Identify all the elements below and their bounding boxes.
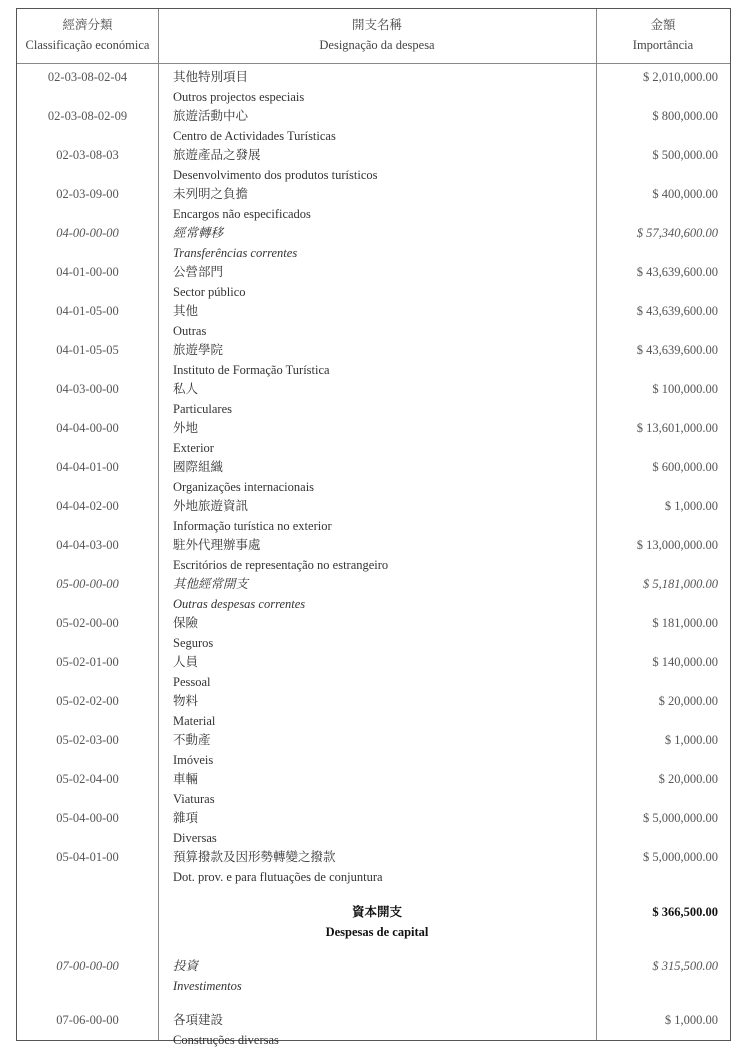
budget-table [16,8,731,1047]
designation [173,731,593,770]
classification-code: 07-00-00-00 [56,959,119,973]
designation [173,848,593,887]
table-row [17,770,730,809]
designation [173,536,593,575]
designation-pt: Viaturas [173,791,215,806]
classification-code: 02-03-08-02-04 [47,70,128,84]
table-row [17,614,730,653]
classification-code: 02-03-08-02-09 [47,109,128,123]
capital-title-zh: 資本開支 [351,905,402,919]
amount: $ 500,000.00 [652,148,718,162]
table-row [17,224,730,263]
designation-zh: 未列明之負擔 [173,187,249,201]
amount: $ 20,000.00 [658,694,718,708]
table-row [17,302,730,341]
table-row [17,68,730,107]
designation-pt: Centro de Actividades Turísticas [173,128,336,143]
designation-zh: 其他 [173,304,199,318]
table-row [17,107,730,146]
classification-code: 04-04-03-00 [56,538,119,552]
capital-title-pt: Despesas de capital [325,924,429,939]
classification-code: 05-00-00-00 [56,577,119,591]
table-row [17,1011,730,1057]
header-designation-zh: 開支名稱 [351,18,402,32]
designation [173,107,593,146]
amount: $ 140,000.00 [652,655,718,669]
designation [173,653,593,692]
designation-pt: Investimentos [173,978,242,993]
table-row [17,957,730,1003]
classification-code: 04-03-00-00 [56,382,119,396]
classification-code: 02-03-08-03 [56,148,119,162]
amount: $ 800,000.00 [652,109,718,123]
designation-pt: Seguros [173,635,214,650]
designation [173,302,593,341]
designation-zh: 外地 [173,421,199,435]
table-row [17,185,730,224]
amount: $ 5,000,000.00 [643,850,718,864]
amount: $ 13,000,000.00 [636,538,718,552]
amount: $ 1,000.00 [664,733,718,747]
amount: $ 1,000.00 [664,499,718,513]
amount: $ 43,639,600.00 [636,265,718,279]
table-row [17,536,730,575]
designation [173,185,593,224]
classification-code: 04-04-00-00 [56,421,119,435]
designation-pt: Escritórios de representação no estrangeiro [173,557,389,572]
designation-zh: 國際組織 [173,460,224,474]
designation [173,224,593,263]
designation-zh: 私人 [173,382,199,396]
table-row [17,497,730,536]
amount: $ 100,000.00 [652,382,718,396]
amount: $ 43,639,600.00 [636,343,718,357]
designation-pt: Informação turística no exterior [173,518,332,533]
classification-code: 04-04-02-00 [56,499,119,513]
table-row [17,419,730,458]
header-classification-zh: 經濟分類 [62,18,113,32]
classification-code: 07-06-00-00 [56,1013,119,1027]
amount: $ 315,500.00 [652,959,718,973]
header-classification-pt: Classificação económica [25,38,150,52]
designation-pt: Organizações internacionais [173,479,315,494]
capital-section-header [17,903,730,949]
classification-code: 04-01-05-05 [56,343,119,357]
table-row [17,263,730,302]
designation-pt: Outros projectos especiais [173,89,305,104]
designation-pt: Material [173,713,216,728]
designation [173,957,593,996]
header-designation [158,15,596,55]
table-row [17,341,730,380]
table-row [17,731,730,770]
designation-pt: Instituto de Formação Turística [173,362,330,377]
amount: $ 43,639,600.00 [636,304,718,318]
designation-pt: Exterior [173,440,214,455]
amount: $ 5,181,000.00 [643,577,718,591]
designation-zh: 其他特別項目 [173,70,249,84]
designation-pt: Outras despesas correntes [173,596,306,611]
designation-pt: Diversas [173,830,217,845]
designation-pt: Desenvolvimento dos produtos turísticos [173,167,378,182]
table-row [17,848,730,887]
designation [173,263,593,302]
designation-zh: 駐外代理辦事處 [173,538,261,552]
amount: $ 2,010,000.00 [643,70,718,84]
designation-pt: Imóveis [173,752,214,767]
amount: $ 57,340,600.00 [636,226,718,240]
classification-code: 04-01-00-00 [56,265,119,279]
table-body [17,68,730,1057]
header-amount-zh: 金額 [650,18,676,32]
amount: $ 1,000.00 [664,1013,718,1027]
designation-zh: 物料 [173,694,199,708]
designation [173,380,593,419]
designation-zh: 人員 [173,655,199,669]
table-row [17,146,730,185]
table-row [17,575,730,614]
amount: $ 181,000.00 [652,616,718,630]
table-row [17,692,730,731]
designation-zh: 旅遊產品之發展 [173,148,261,162]
designation-zh: 保險 [173,616,199,630]
classification-code: 04-04-01-00 [56,460,119,474]
amount: $ 5,000,000.00 [643,811,718,825]
designation [173,146,593,185]
amount: $ 400,000.00 [652,187,718,201]
amount: $ 13,601,000.00 [636,421,718,435]
designation [173,458,593,497]
classification-code: 04-00-00-00 [56,226,119,240]
designation-pt: Encargos não especificados [173,206,311,221]
classification-code: 05-02-01-00 [56,655,119,669]
classification-code: 05-02-03-00 [56,733,119,747]
classification-code: 05-04-01-00 [56,850,119,864]
designation-zh: 外地旅遊資訊 [173,499,249,513]
designation [173,341,593,380]
designation [173,770,593,809]
table-row [17,380,730,419]
designation-zh: 雜項 [173,811,199,825]
designation-zh: 旅遊活動中心 [173,109,249,123]
designation-pt: Dot. prov. e para flutuações de conjuntura [173,869,383,884]
capital-total-amount: $ 366,500.00 [652,905,718,919]
header-designation-pt: Designação da despesa [319,38,435,52]
header-amount [596,15,730,55]
designation-zh: 預算撥款及因形勢轉變之撥款 [173,850,336,864]
table-row [17,653,730,692]
designation-pt: Sector público [173,284,246,299]
designation-pt: Particulares [173,401,233,416]
classification-code: 05-02-02-00 [56,694,119,708]
designation-zh: 其他經常開支 [173,577,249,591]
header-classification [17,15,158,55]
designation-zh: 投資 [173,959,199,973]
header-divider [17,63,730,64]
designation [173,1011,593,1050]
classification-code: 05-02-04-00 [56,772,119,786]
amount: $ 600,000.00 [652,460,718,474]
designation [173,809,593,848]
classification-code: 04-01-05-00 [56,304,119,318]
designation-zh: 旅遊學院 [173,343,224,357]
designation [173,419,593,458]
designation-zh: 不動產 [173,733,211,747]
table-row [17,458,730,497]
designation-zh: 各項建設 [173,1013,224,1027]
designation-pt: Outras [173,323,207,338]
designation [173,497,593,536]
designation-zh: 經常轉移 [173,226,224,240]
table-row [17,809,730,848]
classification-code: 05-04-00-00 [56,811,119,825]
designation [173,614,593,653]
designation-pt: Construções diversas [173,1032,279,1047]
amount: $ 20,000.00 [658,772,718,786]
designation-zh: 車輛 [173,772,199,786]
designation [158,903,596,942]
header-amount-pt: Importância [632,38,694,52]
designation-zh: 公營部門 [173,265,224,279]
designation-pt: Pessoal [173,674,211,689]
designation [173,692,593,731]
designation [173,575,593,614]
designation-pt: Transferências correntes [173,245,298,260]
classification-code: 05-02-00-00 [56,616,119,630]
designation [173,68,593,107]
classification-code: 02-03-09-00 [56,187,119,201]
